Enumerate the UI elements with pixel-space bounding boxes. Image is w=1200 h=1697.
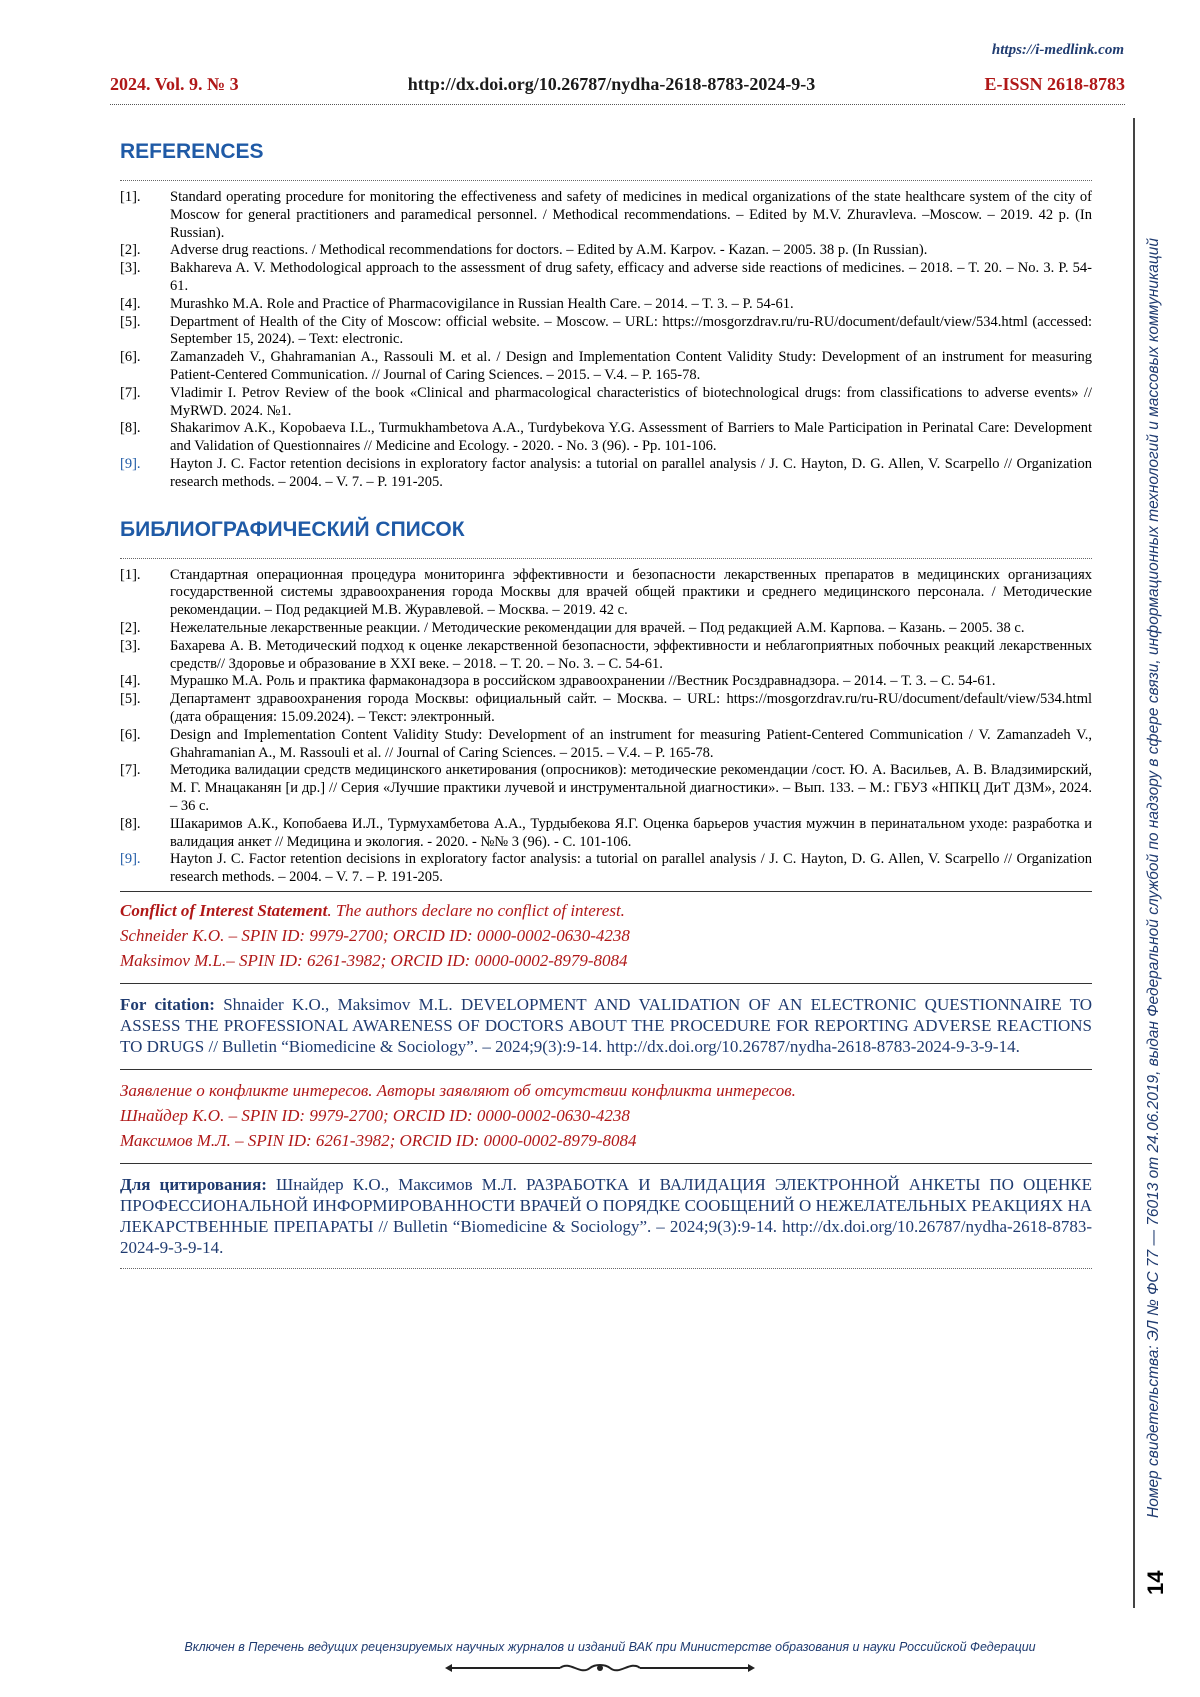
reference-item [120, 673, 1092, 691]
reference-number: [5]. [120, 313, 141, 330]
conflict-line-en [120, 898, 1092, 923]
conflict-text-ru: Заявление о конфликте интересов. Авторы заявляют об отсутствии конфликта интересов. [120, 1080, 796, 1100]
reference-number: [7]. [120, 762, 141, 779]
references-divider [120, 180, 1092, 181]
reference-text: Adverse drug reactions. / Methodical recommendations for doctors. – Edited by A.M. Karpov. - Kazan. – 2005. 38 p. (In Russian). [170, 242, 928, 259]
reference-text: Нежелательные лекарственные реакции. / Методические рекомендации для врачей. – Под редакцией А.М. Карпова. – Казань. – 2005. 38 с. [170, 619, 1025, 636]
reference-item [120, 638, 1092, 674]
reference-number: [6]. [120, 726, 141, 743]
reference-text: Бахарева А. В. Методический подход к оценке лекарственной безопасности, эффективности и неблагоприятных побочных реакций лекарственных средств// Здоровье и образование в XXI веке. – 2018. – Т. 20. – No. 3. – С. 54-61. [170, 637, 1092, 672]
reference-text: Zamanzadeh V., Ghahramanian A., Rassouli M. et al. / Design and Implementation Content Validity Study: Development of an instrument for measuring Patient-Centered Communication. // Journal of Caring Sciences. – 2015. – V.4. – P. 165-78. [170, 349, 1092, 383]
reference-text: Murashko M.A. Role and Practice of Pharmacovigilance in Russian Health Care. – 2014. – T. 3. – P. 54-61. [170, 295, 794, 312]
issue-info: 2024. Vol. 9. № 3 [110, 74, 239, 94]
citation-label-en: For citation: [120, 994, 215, 1014]
bibliography-divider [120, 558, 1092, 559]
reference-number: [9]. [120, 455, 141, 472]
references-title: REFERENCES [120, 140, 264, 163]
reference-item [120, 296, 1092, 314]
citation-en [120, 983, 1092, 1057]
conflict-statement-ru [120, 1069, 1092, 1153]
reference-number: [5]. [120, 691, 141, 708]
bottom-divider [120, 1268, 1092, 1269]
reference-text: Shakarimov A.K., Kopobaeva I.L., Turmukhambetova A.A., Turdybekova Y.G. Assessment of Barriers to Male Participation in Perinatal Care: Development and Validation of Questionnaires // Medicine and Ecology. - 2020. - No. 3 (96). - Pp. 101-106. [170, 420, 1092, 455]
citation-label-ru: Для цитирования: [120, 1174, 267, 1194]
reference-text: Hayton J. C. Factor retention decisions in exploratory factor analysis: a tutorial on parallel analysis / J. C. Hayton, D. G. Allen, V. Scarpello // Organization research methods. – 2004. – V. 7. – P. 191-205. [170, 455, 1092, 490]
conflict-text-en: . The authors declare no conflict of interest. [327, 900, 625, 920]
reference-item [120, 189, 1092, 242]
reference-item [120, 260, 1092, 296]
reference-text: Методика валидации средств медицинского анкетирования (опросников): методические рекомендации /сост. Ю. А. Васильев, А. В. Владзимирский, М. Г. Мнацаканян [и др.] // Серия «Лучшие практики лучевой и инструментальной диагностики». – Вып. 133. – М.: ГБУЗ «НПКЦ ДиТ ДЗМ», 2024. – 36 с. [170, 762, 1092, 814]
registration-text: Номер свидетельства: ЭЛ № ФС 77 — 76013 от 24.06.2019, выдан Федеральной службой по надзору в сфере связи, информационных технологий и массовых коммуникаций [1145, 237, 1162, 1518]
reference-number: [4]. [120, 673, 141, 690]
site-url[interactable]: https://i-medlink.com [991, 42, 1124, 58]
reference-item [120, 385, 1092, 421]
reference-item [120, 762, 1092, 815]
reference-number: [3]. [120, 260, 141, 277]
reference-number: [7]. [120, 384, 141, 401]
side-divider [1133, 118, 1135, 1608]
reference-number: [8]. [120, 420, 141, 437]
author2-ids-en: Maksimov M.L.– SPIN ID: 6261-3982; ORCID ID: 0000-0002-8979-8084 [120, 950, 628, 970]
reference-item [120, 314, 1092, 350]
reference-number: [3]. [120, 637, 141, 654]
reference-text: Hayton J. C. Factor retention decisions in exploratory factor analysis: a tutorial on parallel analysis / J. C. Hayton, D. G. Allen, V. Scarpello // Organization research methods. – 2004. – V. 7. – P. 191-205. [170, 851, 1092, 886]
reference-text: Standard operating procedure for monitoring the effectiveness and safety of medicines in medical organizations of the state healthcare system of the city of Moscow for general practitioners and paramedical personnel. / Methodical recommendations. – Edited by M.V. Zhuravleva. –Moscow. – 2019. 42 p. (In Russian). [170, 189, 1092, 241]
reference-text: Vladimir I. Petrov Review of the book «Clinical and pharmacological characteristics of biotechnological drugs: from classifications to adverse events» // MyRWD. 2024. №1. [170, 384, 1092, 419]
bibliography-title: БИБЛИОГРАФИЧЕСКИЙ СПИСОК [120, 517, 465, 541]
reference-text: Департамент здравоохранения города Москвы: официальный сайт. – Москва. – URL: https://mosgorzdrav.ru/ru-RU/document/default/view/534.html (дата обращения: 15.09.2024). – Текст: электронный. [170, 691, 1092, 725]
reference-item [120, 349, 1092, 385]
conflict-label-en: Conflict of Interest Statement [120, 900, 328, 920]
footer-ornament-icon [440, 1660, 760, 1676]
reference-text: Стандартная операционная процедура мониторинга эффективности и безопасности лекарственных препаратов в медицинских организациях государственной системы здравоохранения города Москвы для врачей общей практики и среднего медицинского персонала. / Методические рекомендации. – Под редакцией М.В. Журавлевой. – Москва. – 2019. 42 с. [170, 566, 1092, 619]
reference-number: [8]. [120, 815, 141, 832]
reference-item [120, 851, 1092, 887]
reference-item [120, 420, 1092, 456]
reference-text: Шакаримов А.К., Копобаева И.Л., Турмухамбетова А.А., Турдыбекова Я.Г. Оценка барьеров участия мужчин в перинатальном уходе: разработка и валидация анкет // Медицина и экология. - 2020. - №№ 3 (96). - С. 101-106. [170, 815, 1092, 850]
conflict-statement-en [120, 891, 1092, 973]
bibliography-list [120, 567, 1092, 887]
reference-item [120, 456, 1092, 492]
reference-number: [1]. [120, 566, 141, 583]
author2-ids-ru: Максимов М.Л. – SPIN ID: 6261-3982; ORCID ID: 0000-0002-8979-8084 [120, 1130, 637, 1150]
reference-number: [1]. [120, 189, 141, 205]
citation-ru [120, 1163, 1092, 1258]
references-list [120, 189, 1092, 492]
citation-text-en: Shnaider K.O., Maksimov M.L. DEVELOPMENT AND VALIDATION OF AN ELECTRONIC QUESTIONNAIRE TO ASSESS THE PROFESSIONAL AWARENESS OF DOCTORS ABOUT THE PROCEDURE FOR REPORTING ADVERSE REACTIONS TO DRUGS // Bulletin “Biomedicine & Sociology”. – 2024;9(3):9-14. http://dx.doi.org/10.26787/nydha-2618-8783-2024-9-3-9-14. [120, 994, 1092, 1056]
reference-number: [2]. [120, 619, 141, 636]
reference-number: [6]. [120, 349, 141, 366]
reference-number: [4]. [120, 295, 141, 312]
reference-item [120, 727, 1092, 763]
reference-item [120, 816, 1092, 852]
reference-text: Мурашко М.А. Роль и практика фармаконадзора в российском здравоохранении //Вестник Росздравнадзора. – 2014. – Т. 3. – С. 54-61. [170, 673, 996, 690]
reference-item [120, 620, 1092, 638]
page-number: 14 [1143, 1570, 1168, 1595]
reference-item [120, 242, 1092, 260]
reference-number: [2]. [120, 242, 141, 259]
reference-text: Bakhareva A. V. Methodological approach to the assessment of drug safety, efficacy and adverse side reactions of medicines. – 2018. – T. 20. – No. 3. P. 54-61. [170, 260, 1092, 294]
main-content [120, 140, 1092, 1269]
doi-link[interactable]: http://dx.doi.org/10.26787/nydha-2618-8783-2024-9-3 [407, 74, 816, 94]
reference-number: [9]. [120, 851, 141, 868]
reference-item [120, 567, 1092, 620]
author1-ids-en: Schneider K.O. – SPIN ID: 9979-2700; ORCID ID: 0000-0002-0630-4238 [120, 925, 630, 945]
reference-text: Department of Health of the City of Moscow: official website. – Moscow. – URL: https://mosgorzdrav.ru/ru-RU/document/default/view/534.html (accessed: September 15, 2024). – Text: electronic. [170, 313, 1092, 348]
reference-text: Design and Implementation Content Validity Study: Development of an instrument for measuring Patient-Centered Communication / V. Zamanzadeh V., Ghahramanian A., M. Rassouli et al. // Journal of Caring Sciences. – 2015. – V.4. – P. 165-78. [170, 726, 1092, 761]
citation-text-ru: Шнайдер К.О., Максимов М.Л. РАЗРАБОТКА И ВАЛИДАЦИЯ ЭЛЕКТРОННОЙ АНКЕТЫ ПО ОЦЕНКЕ ПРОФЕССИОНАЛЬНОЙ ИНФОРМИРОВАННОСТИ ВРАЧЕЙ О ПОРЯДКЕ СООБЩЕНИЙ О НЕЖЕЛАТЕЛЬНЫХ РЕАКЦИЯХ НА ЛЕКАРСТВЕННЫЕ ПРЕПАРАТЫ // Bulletin “Biomedicine & Sociology”. – 2024;9(3):9-14. http://dx.doi.org/10.26787/nydha-2618-8783-2024-9-3-9-14. [120, 1174, 1092, 1257]
eissn: E-ISSN 2618-8783 [984, 74, 1125, 94]
reference-item [120, 691, 1092, 727]
journal-header [110, 74, 1125, 95]
author1-ids-ru: Шнайдер К.О. – SPIN ID: 9979-2700; ORCID ID: 0000-0002-0630-4238 [120, 1105, 630, 1125]
header-divider [110, 104, 1125, 105]
footer-text: Включен в Перечень ведущих рецензируемых научных журналов и изданий ВАК при Министерстве образования и науки Российской Федерации [184, 1640, 1036, 1654]
